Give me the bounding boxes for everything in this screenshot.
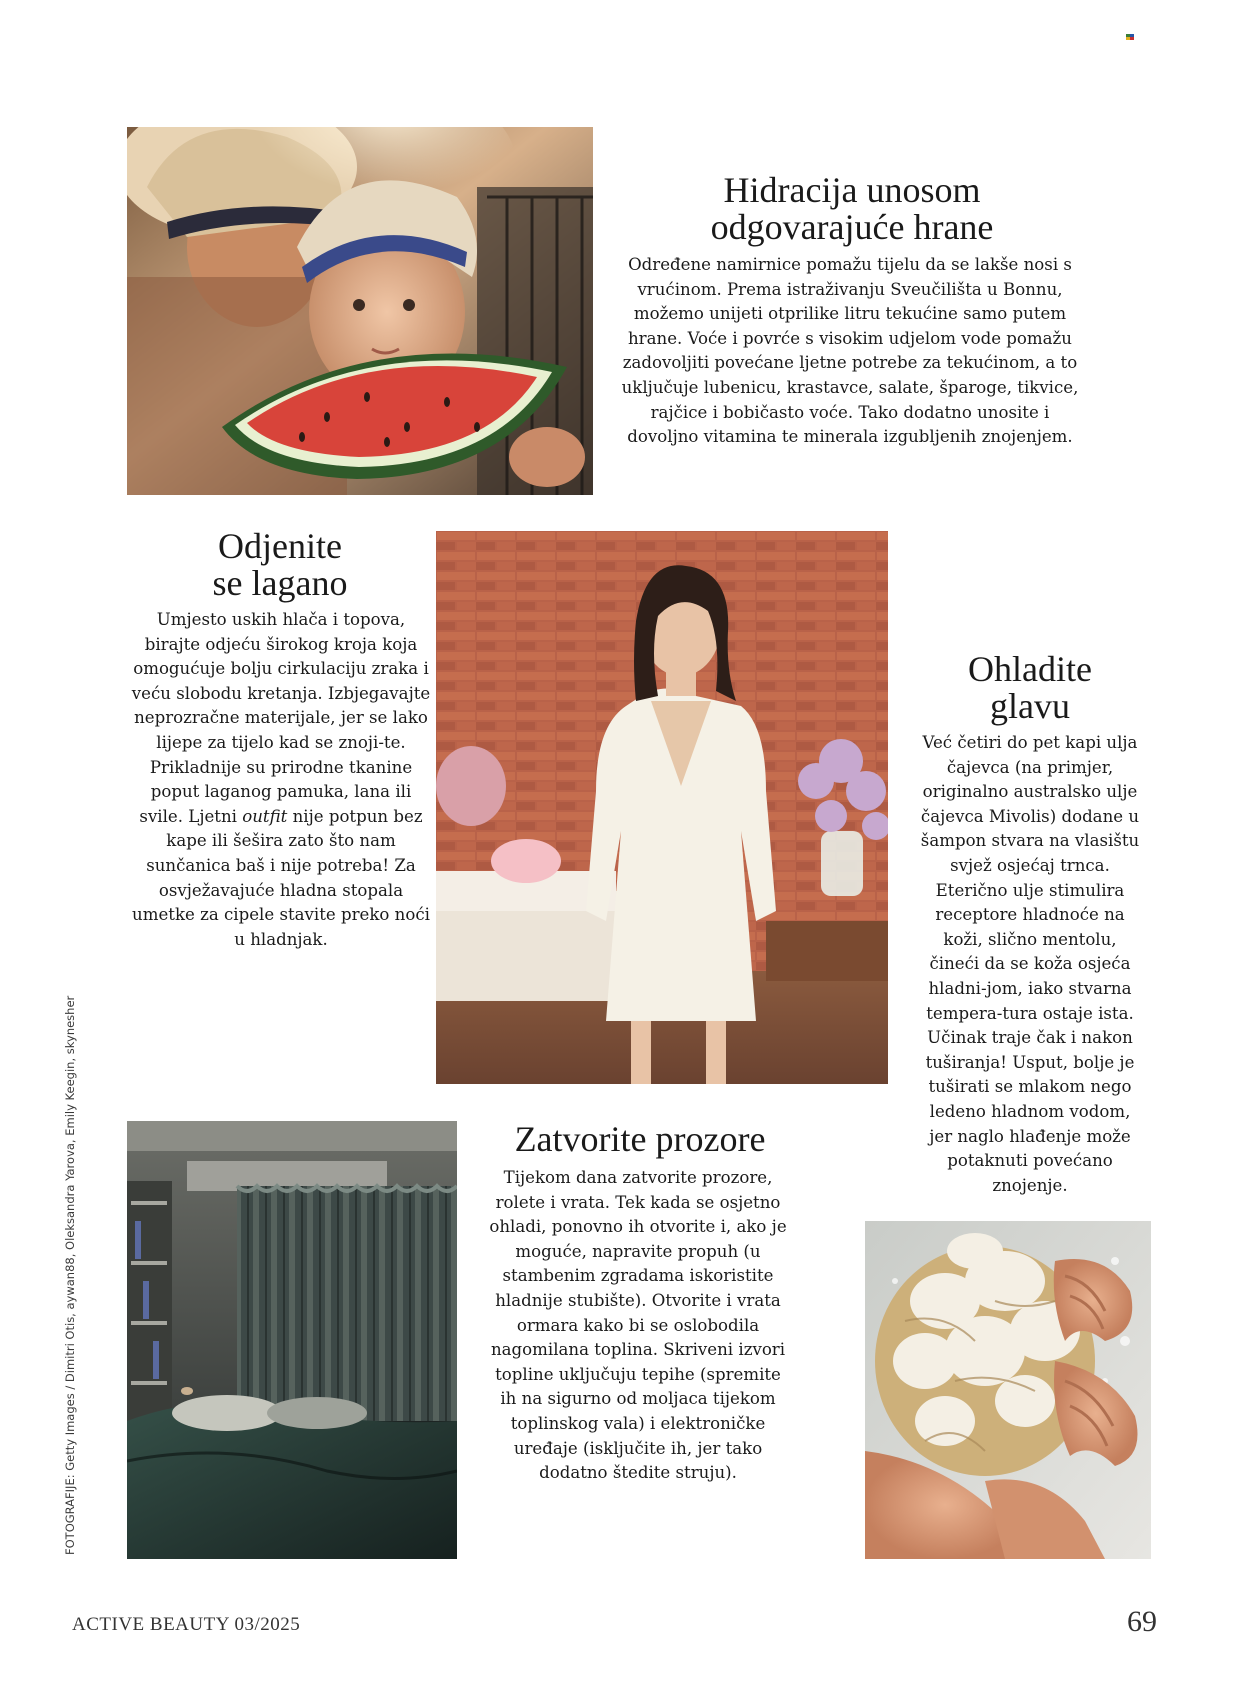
- shampoo-photo: [865, 1221, 1151, 1559]
- photo-credits: FOTOGRAFIJE: Getty Images / Dimitri Otis, aywan88, Oleksandra Yarova, Emily Keegin, skynesher: [63, 995, 77, 1555]
- dress-title-line-2: se lagano: [212, 563, 348, 603]
- hydration-title-line-1: Hidracija unosom: [723, 170, 981, 210]
- bedroom-photo: [127, 1121, 457, 1559]
- cool-head-title: [880, 651, 1180, 725]
- hydration-body: Određene namirnice pomažu tijelu da se lakše nosi s vrućinom. Prema istraživanju Sveučilišta u Bonnu, možemo unijeti otprilike litru tekućine samo putem hrane. Voće i povrće s visokim udjelom vode pomažu zadovoljiti povećane ljetne potrebe za tekućinom, a to uključuje lubenicu, krastavce, salate, šparoge, tikvice, rajčice i bobičasto voće. Tako dodatno unosite i dovoljno vitamina te minerala izgubljenih znojenjem.: [621, 255, 1079, 447]
- windows-title: Zatvorite prozore: [514, 1119, 766, 1159]
- dress-photo: [436, 531, 888, 1084]
- magazine-footer: ACTIVE BEAUTY 03/2025: [72, 1614, 301, 1635]
- dress-body-part-2: nije potpun bez kape ili šešira zato što nam sunčanica baš i nije potreba! Za osvježavajuće hladna stopala umetke za cipele stavite preko noći u hladnjak.: [132, 806, 430, 949]
- dress-body-part-1: Umjesto uskih hlača i topova, birajte odjeću širokog kroja koja omogućuje bolju cirkulaciju zraka i veću slobodu kretanja. Izbjegavajte neprozračne materijale, jer se lako lijepe za tijelo kad se znoji-te. Prikladnije su prirodne tkanine poput laganog pamuka, lana ili svile. Ljetni: [131, 610, 431, 826]
- dress-title-line-1: Odjenite: [218, 526, 342, 566]
- cool-head-body: Već četiri do pet kapi ulja čajevca (na primjer, originalno australsko ulje čajevca Mivolis) dodane u šampon stvara na vlasištu svjež osjećaj trnca. Eterično ulje stimulira receptore hladnoće na koži, slično mentolu, čineći da se koža osjeća hladni-jom, iako stvarna tempera-tura ostaje ista. Učinak traje čak i nakon tuširanja! Usput, bolje je tuširati se mlakom nego ledeno hladnom vodom, jer naglo hlađenje može potaknuti povećano znojenje.: [920, 733, 1140, 1195]
- page-number: 69: [1127, 1605, 1157, 1638]
- cool-head-title-line-2: glavu: [990, 686, 1070, 726]
- dress-body: [130, 608, 432, 952]
- hydration-title-line-2: odgovarajuće hrane: [710, 207, 994, 247]
- dress-body-italic: outfit: [242, 806, 288, 826]
- corner-mark-icon: [1126, 34, 1134, 40]
- dress-title: [130, 528, 430, 602]
- windows-body: Tijekom dana zatvorite prozore, rolete i vrata. Tek kada se osjetno ohladi, ponovno ih otvorite i, ako je moguće, napravite propuh (u stambenim zgradama iskoristite hladnije stubište). Otvorite i vrata ormara kako bi se oslobodila nagomilana toplina. Skriveni izvori topline uključuju tepihe (spremite ih na sigurno od moljaca tijekom toplinskog vala) i elektroničke uređaje (isključite ih, jer tako dodatno štedite struju).: [489, 1168, 787, 1483]
- cool-head-title-line-1: Ohladite: [968, 649, 1092, 689]
- watermelon-photo: [127, 127, 593, 495]
- hydration-title: [612, 172, 1092, 246]
